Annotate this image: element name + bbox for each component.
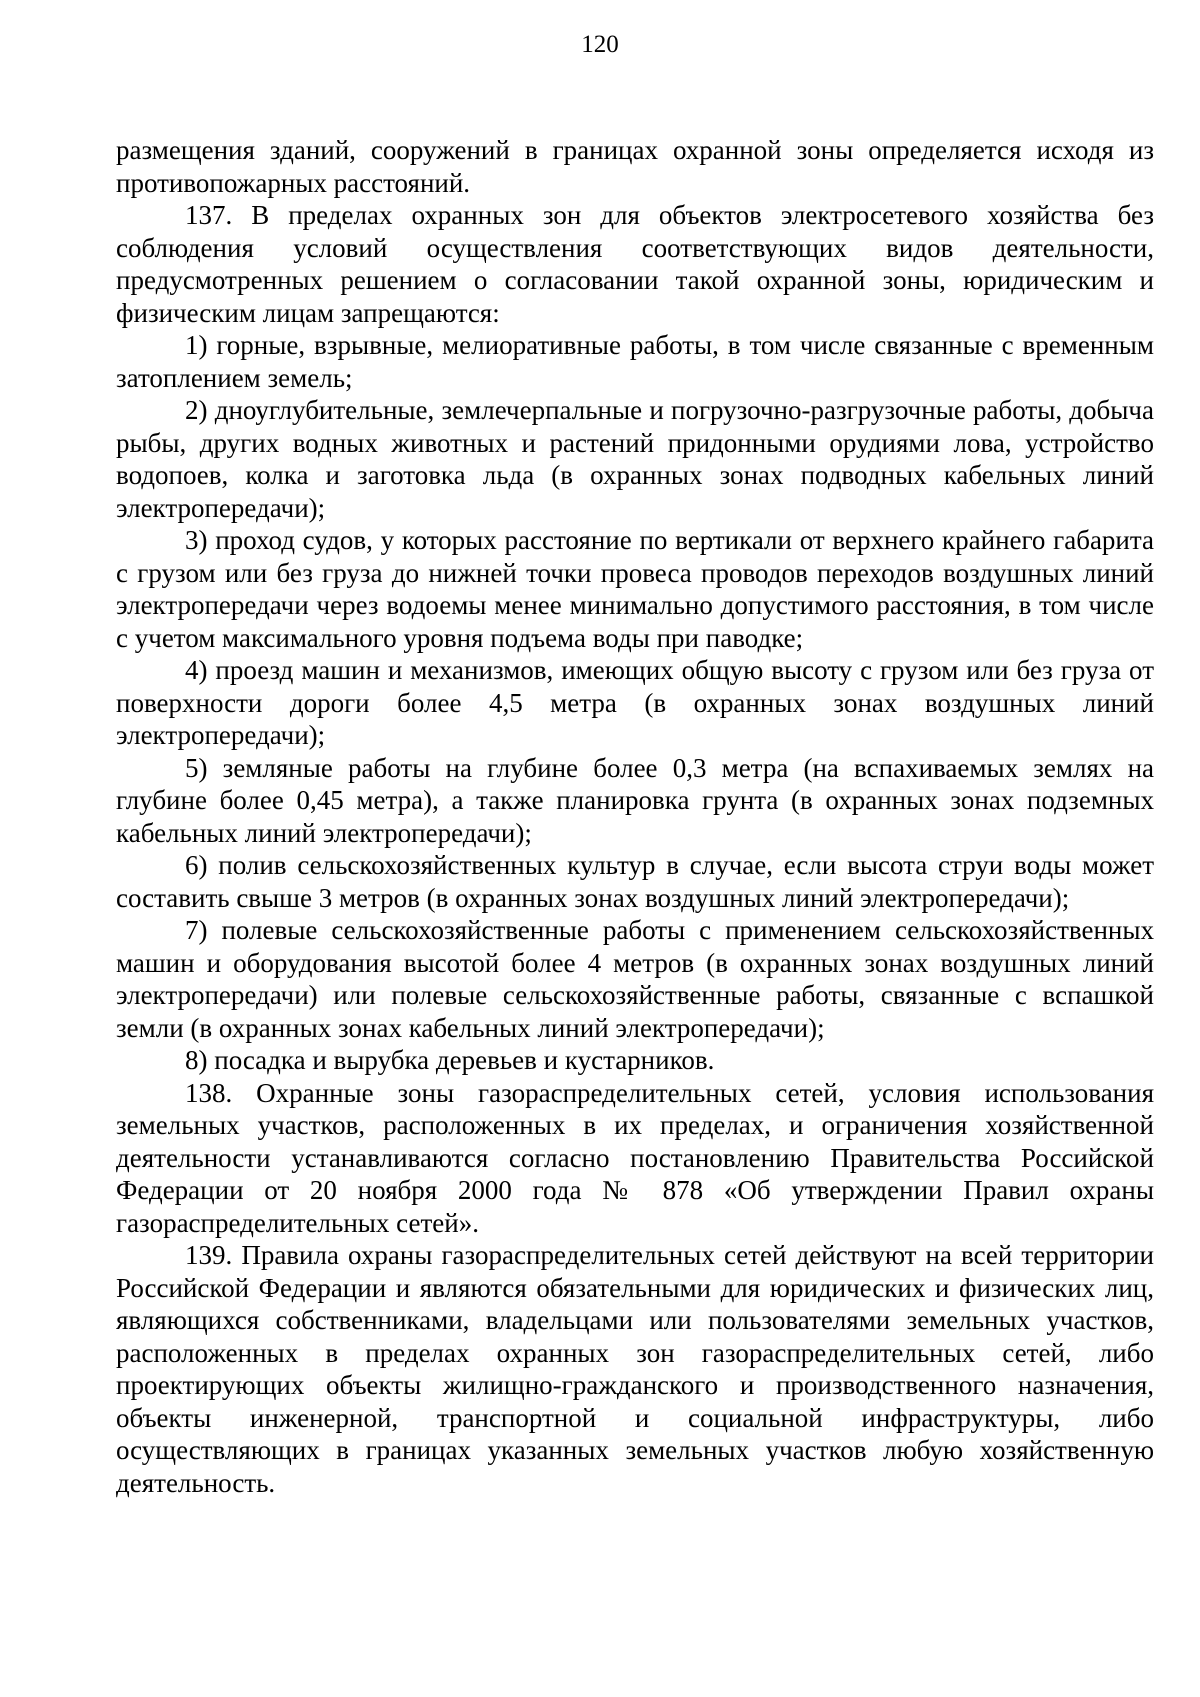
paragraph-138: 138. Охранные зоны газораспределительных сетей, условия использования земельных участков, расположенных в их пределах, и ограничения хозяйственной деятельности устанавливаются согласно постановлению Правительства Российской Федерации от 20 ноября 2000 года № 878 «Об утверждении Правил охраны газораспределительных сетей». [116, 1077, 1154, 1238]
list-item-5: 5) земляные работы на глубине более 0,3 метра (на вспахиваемых землях на глубине более 0,45 метра), а также планировка грунта (в охранных зонах подземных кабельных линий электропередачи); [116, 752, 1154, 848]
list-item-2: 2) дноуглубительные, землечерпальные и погрузочно-разгрузочные работы, добыча рыбы, других водных животных и растений придонными орудиями лова, устройство водопоев, колка и заготовка льда (в охранных зонах подводных кабельных линий электропередачи); [116, 395, 1154, 523]
document-body [116, 134, 1154, 1499]
paragraph-137: 137. В пределах охранных зон для объектов электросетевого хозяйства без соблюдения условий осуществления соответствующих видов деятельности, предусмотренных решением о согласовании такой охранной зоны, юридическим и физическим лицам запрещаются: [116, 200, 1154, 328]
list-item-4: 4) проезд машин и механизмов, имеющих общую высоту с грузом или без груза от поверхности дороги более 4,5 метра (в охранных зонах воздушных линий электропередачи); [116, 655, 1154, 750]
page-number: 120 [581, 31, 619, 58]
paragraph-139: 139. Правила охраны газораспределительных сетей действуют на всей территории Российской Федерации и являются обязательными для юридических и физических лиц, являющихся собственниками, владельцами или пользователями земельных участков, расположенных в пределах охранных зон газораспределительных сетей, либо проектирующих объекты жилищно-гражданского и производственного назначения, объекты инженерной, транспортной и социальной инфраструктуры, либо осуществляющих в границах указанных земельных участков любую хозяйственную деятельность. [116, 1240, 1154, 1498]
list-item-8: 8) посадка и вырубка деревьев и кустарников. [185, 1045, 715, 1075]
list-item-6: 6) полив сельскохозяйственных культур в случае, если высота струи воды может составить свыше 3 метров (в охранных зонах воздушных линий электропередачи); [116, 850, 1154, 913]
list-item-7: 7) полевые сельскохозяйственные работы с применением сельскохозяйственных машин и оборудования высотой более 4 метров (в охранных зонах воздушных линий электропередачи) или полевые сельскохозяйственные работы, связанные с вспашкой земли (в охранных зонах кабельных линий электропередачи); [116, 915, 1154, 1043]
list-item-3: 3) проход судов, у которых расстояние по вертикали от верхнего крайнего габарита с грузом или без груза до нижней точки провеса проводов переходов воздушных линий электропередачи через водоемы менее минимально допустимого расстояния, в том числе с учетом максимального уровня подъема воды при паводке; [116, 525, 1154, 653]
list-item-1: 1) горные, взрывные, мелиоративные работы, в том числе связанные с временным затоплением земель; [116, 330, 1154, 393]
paragraph-continuation: размещения зданий, сооружений в границах охранной зоны определяется исходя из противопожарных расстояний. [116, 135, 1154, 198]
